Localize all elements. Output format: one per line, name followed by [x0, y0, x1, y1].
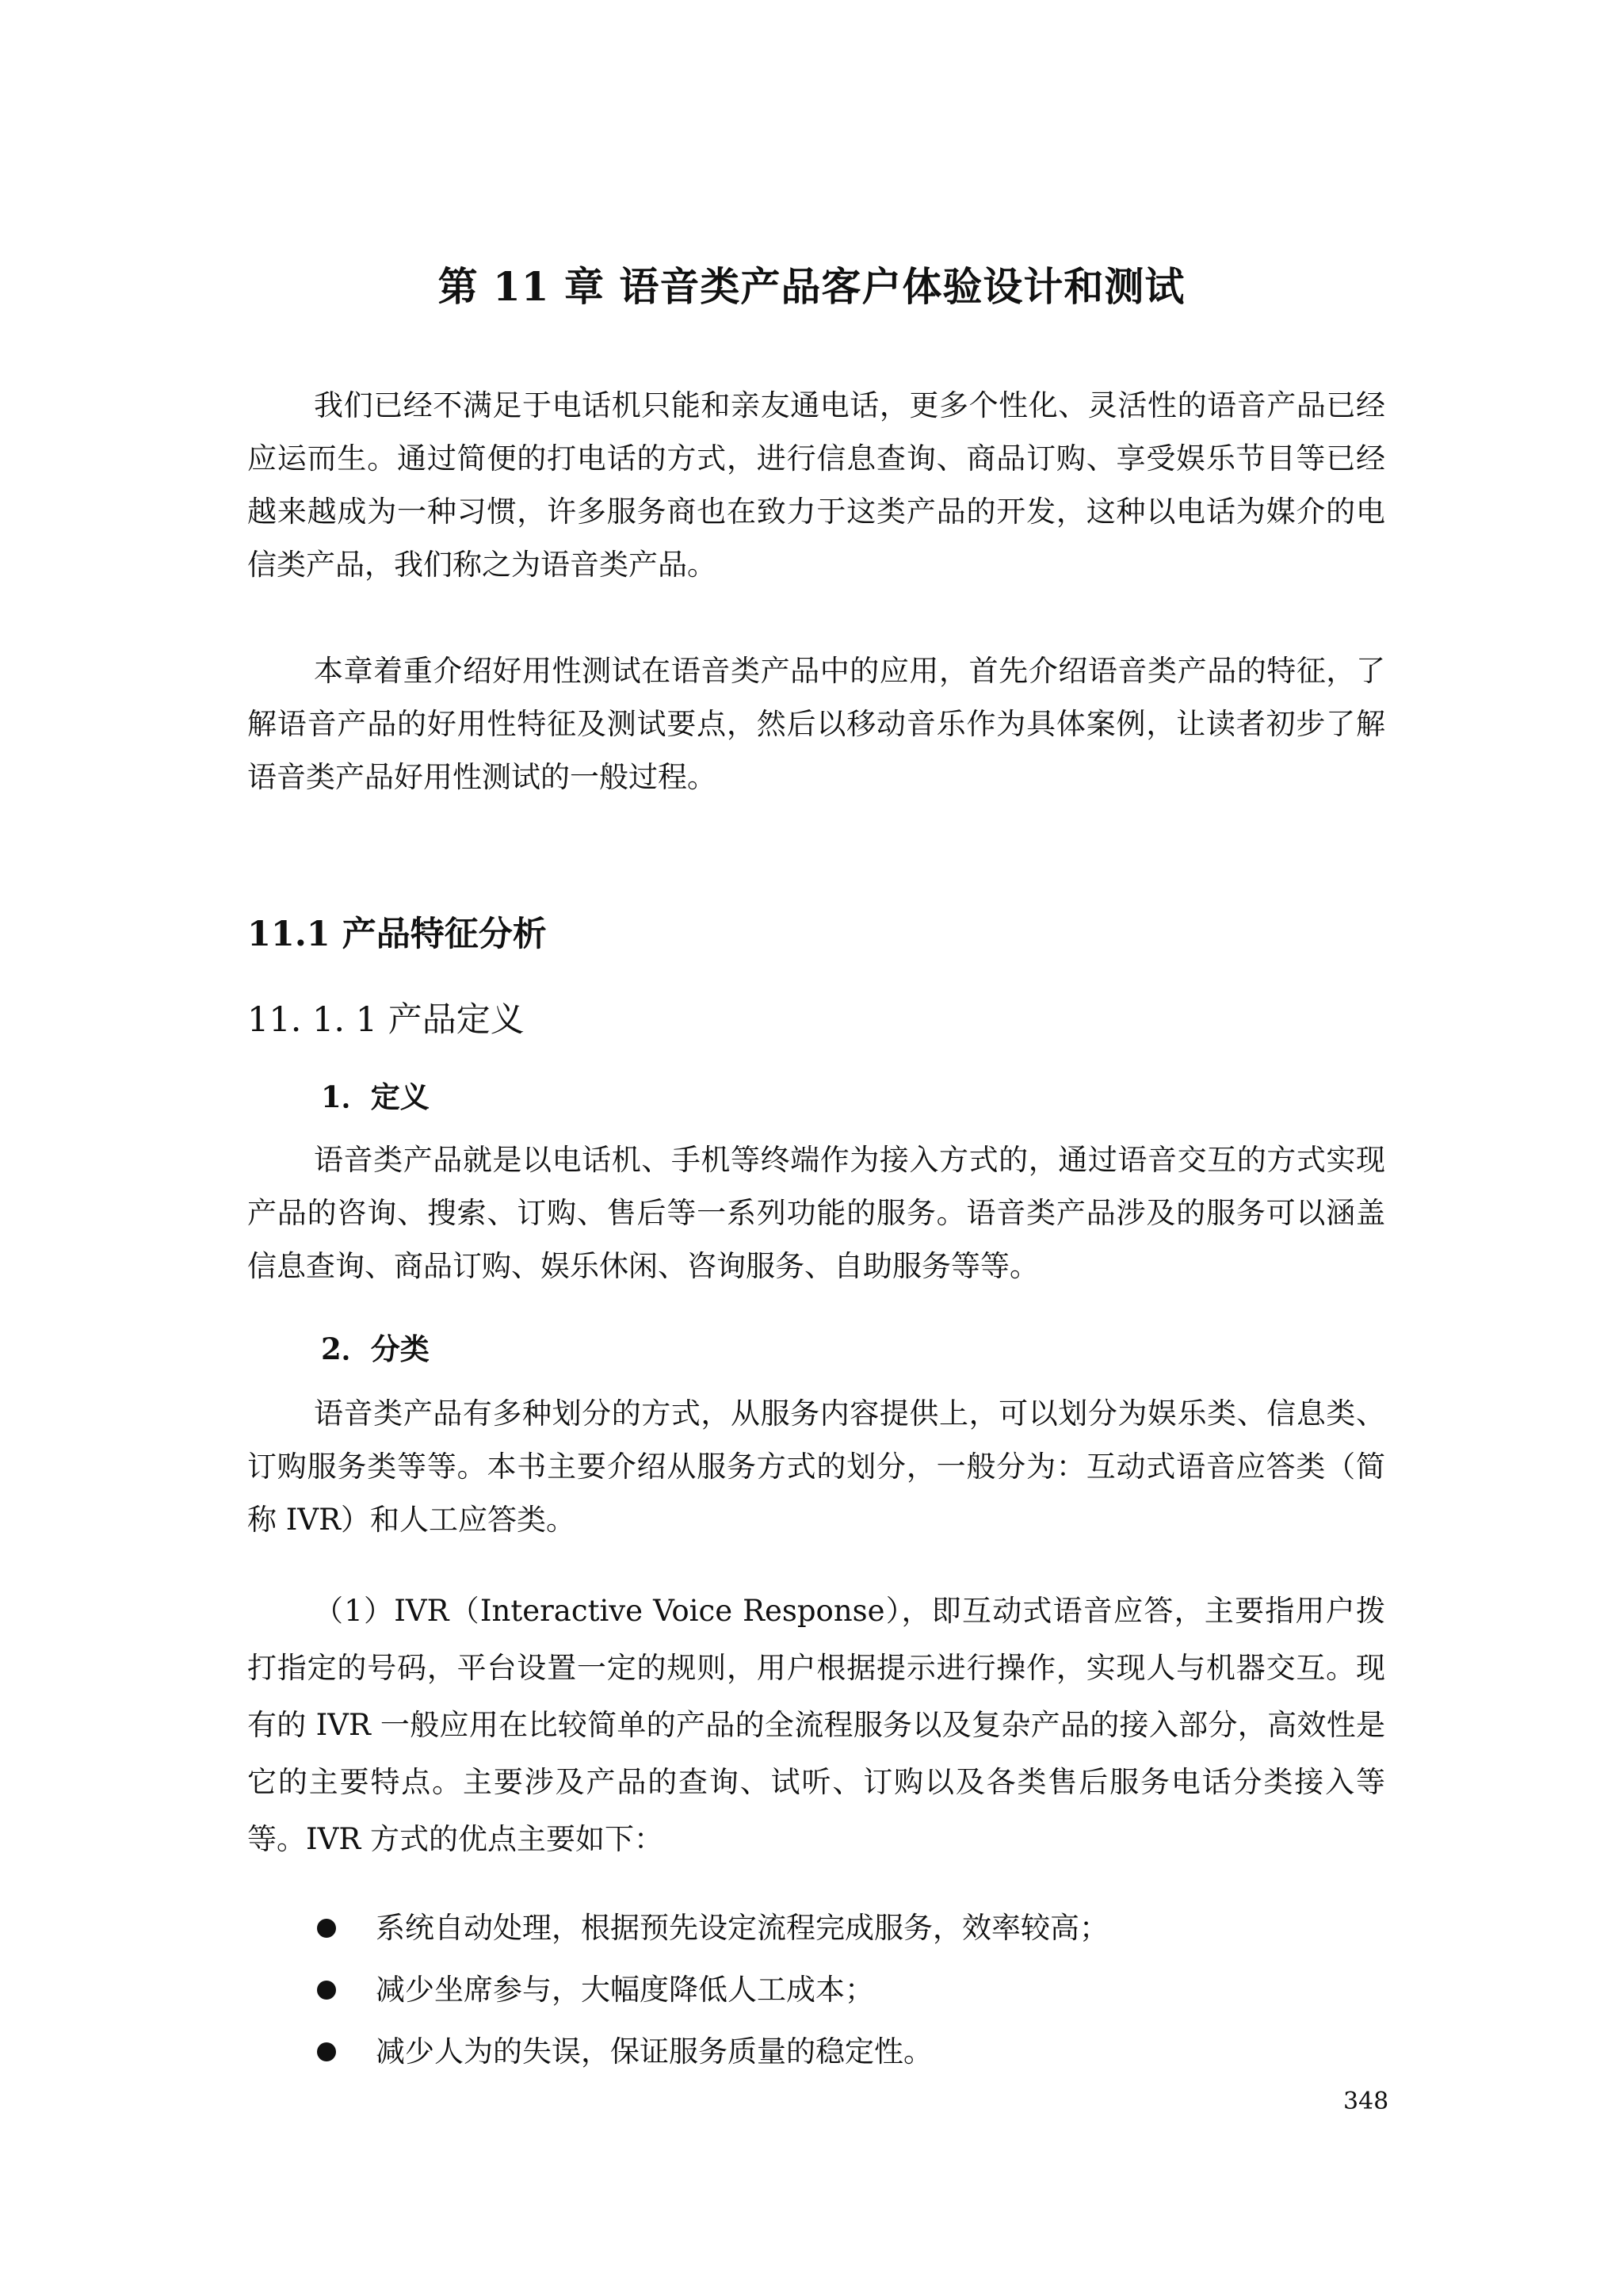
subsection-heading-11-1-1: 11. 1. 1 产品定义 — [247, 1000, 525, 1040]
classification-paragraph: 语音类产品有多种划分的方式，从服务内容提供上，可以划分为娱乐类、信息类、订购服务类等等。本书主要介绍从服务方式的划分，一般分为：互动式语音应答类（简称 IVR）和人工应答类。 — [247, 1396, 1385, 1537]
list-item — [317, 1959, 1109, 2021]
ivr-paragraph: （1）IVR（Interactive Voice Response），即互动式语音应答，主要指用户拨打指定的号码，平台设置一定的规则，用户根据提示进行操作，实现人与机器交互。现有的 IVR 一般应用在比较简单的产品的全流程服务以及复杂产品的接入部分，高效性是它的主要特点。主要涉及产品的查询、试听、订购以及各类售后服务电话分类接入等等。IVR 方式的优点主要如下： — [247, 1594, 1385, 1856]
page-number: 348 — [1343, 2088, 1389, 2115]
ivr-advantages-list — [317, 1897, 1109, 2083]
list-item — [317, 2021, 1109, 2083]
intro-paragraph-1: 我们已经不满足于电话机只能和亲友通电话，更多个性化、灵活性的语音产品已经应运而生。通过简便的打电话的方式，进行信息查询、商品订购、享受娱乐节目等已经越来越成为一种习惯，许多服务商也在致力于这类产品的开发，这种以电话为媒介的电信类产品，我们称之为语音类产品。 — [247, 388, 1385, 582]
item-heading-classification: 2．分类 — [321, 1331, 430, 1366]
definition-paragraph: 语音类产品就是以电话机、手机等终端作为接入方式的，通过语音交互的方式实现产品的咨询、搜索、订购、售后等一系列功能的服务。语音类产品涉及的服务可以涵盖信息查询、商品订购、娱乐休闲、咨询服务、自助服务等等。 — [247, 1143, 1385, 1283]
section-heading-11-1: 11.1 产品特征分析 — [247, 915, 547, 954]
list-item — [317, 1897, 1109, 1959]
intro-paragraph-2: 本章着重介绍好用性测试在语音类产品中的应用，首先介绍语音类产品的特征，了解语音产品的好用性特征及测试要点，然后以移动音乐作为具体案例，让读者初步了解语音类产品好用性测试的一般过程。 — [247, 654, 1385, 794]
list-item-text: 减少人为的失误，保证服务质量的稳定性。 — [376, 2034, 933, 2069]
chapter-title: 第 11 章 语音类产品客户体验设计和测试 — [437, 263, 1186, 310]
list-item-text: 减少坐席参与，大幅度降低人工成本； — [376, 1973, 874, 2007]
item-heading-definition: 1．定义 — [321, 1079, 430, 1114]
list-item-text: 系统自动处理，根据预先设定流程完成服务，效率较高； — [376, 1911, 1109, 1945]
bullet-icon — [317, 1981, 336, 2000]
bullet-icon — [317, 2042, 336, 2061]
bullet-icon — [317, 1919, 336, 1938]
